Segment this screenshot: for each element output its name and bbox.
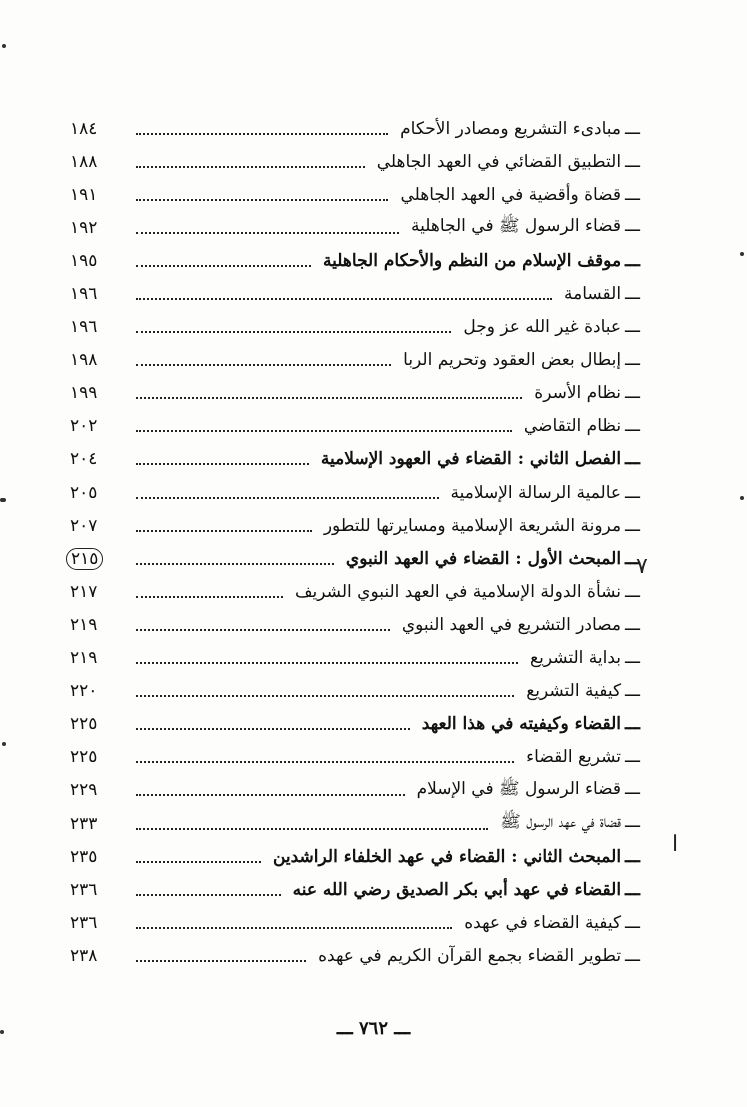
toc-entry-dash: ـــ <box>625 812 640 833</box>
toc-entry-page <box>70 714 130 734</box>
toc-entry-title <box>524 648 640 668</box>
toc-entry-title <box>458 913 640 933</box>
toc-entry <box>70 443 640 476</box>
toc-entry-page-number: ٢٠٤ <box>70 449 98 470</box>
toc-entry-page <box>70 119 130 139</box>
toc-entry-text: القضاء وكيفيته في هذا العهد <box>421 714 622 735</box>
toc-entry-page <box>70 383 130 403</box>
toc-entry-dash: ـــ <box>625 846 640 867</box>
toc-entry-title <box>289 582 640 602</box>
toc-entry-page <box>70 284 130 304</box>
toc-entry-page-number: ٢٠٥ <box>70 482 98 503</box>
toc-entry <box>70 774 640 807</box>
toc-entry-page-number: ٢٠٢ <box>70 416 98 437</box>
toc-leader-dots <box>136 430 512 432</box>
toc-entry-title <box>520 681 640 701</box>
toc-entry-dash: ـــ <box>625 350 640 371</box>
toc-entry-page-number: ١٨٤ <box>70 118 98 139</box>
toc-entry <box>70 906 640 939</box>
toc-entry-text: مبادىء التشريع ومصادر الأحكام <box>400 118 622 139</box>
toc-entry-text: مصادر التشريع في العهد النبوي <box>401 614 622 635</box>
toc-entry-title <box>318 516 640 536</box>
toc-leader-dots <box>136 728 410 730</box>
toc-entry-dash: ـــ <box>625 581 640 602</box>
toc-leader-dots <box>136 530 312 532</box>
toc-entry-title <box>520 747 640 767</box>
edge-mark <box>740 252 744 256</box>
toc-entry-dash: ـــ <box>625 151 640 172</box>
toc-entry-page-number: ٢٣٥ <box>70 846 98 867</box>
toc-entry-dash: ـــ <box>625 548 640 569</box>
toc-entry-text: القضاء في عهد أبي بكر الصديق رضي الله عنه <box>292 879 622 900</box>
toc-entry <box>70 642 640 675</box>
toc-entry-page <box>70 449 130 469</box>
toc-entry-page <box>70 152 130 172</box>
toc-entry-page-number: ١٩٥ <box>70 250 98 271</box>
toc-entry-page <box>70 648 130 668</box>
toc-entry-title <box>287 880 640 900</box>
toc-entry-title <box>267 847 640 867</box>
toc-entry <box>70 377 640 410</box>
toc-entry-text: عبادة غير الله عز وجل <box>463 317 622 338</box>
margin-annotation-right: ا <box>672 832 679 857</box>
toc-entry-text: كيفية القضاء في عهده <box>464 912 622 933</box>
toc-entry <box>70 311 640 344</box>
toc-entry-title <box>397 350 640 370</box>
toc-entry-text: مرونة الشريعة الإسلامية ومسايرتها للتطور <box>323 515 622 536</box>
toc-entry-page <box>70 350 130 370</box>
toc-leader-dots <box>136 364 391 366</box>
toc-entry-title <box>394 119 640 139</box>
toc-entry-page-number: ٢٣٨ <box>70 945 98 966</box>
toc-entry <box>70 807 640 840</box>
toc-entry-title <box>457 317 640 337</box>
toc-entry-page <box>70 913 130 933</box>
toc-entry-title <box>340 549 640 569</box>
toc-entry <box>70 708 640 741</box>
toc-entry-page-number: ٢١٧ <box>70 581 98 602</box>
toc-leader-dots <box>136 629 390 631</box>
toc-entry-text: القسامة <box>563 284 622 305</box>
margin-annotation-left: ٧ <box>636 554 648 579</box>
toc-leader-dots <box>136 563 334 565</box>
toc-entry-dash: ـــ <box>625 317 640 338</box>
toc-entry-page <box>70 185 130 205</box>
toc-entry-dash: ـــ <box>625 681 640 702</box>
toc-leader-dots <box>136 794 405 796</box>
toc-entry <box>70 112 640 145</box>
toc-entry-title <box>396 615 640 635</box>
toc-leader-dots <box>136 596 283 598</box>
toc-entry <box>70 476 640 509</box>
toc-leader-dots <box>136 861 261 863</box>
toc-entry <box>70 244 640 277</box>
toc-entry <box>70 410 640 443</box>
toc-entry-dash: ـــ <box>625 614 640 635</box>
toc-entry <box>70 178 640 211</box>
toc-entry <box>70 575 640 608</box>
toc-entry-title <box>411 778 640 803</box>
toc-entry <box>70 145 640 178</box>
toc-entry-page-number: ٢٣٦ <box>70 912 98 933</box>
edge-mark <box>0 498 6 502</box>
toc-entry-title <box>371 152 640 172</box>
toc-entry <box>70 608 640 641</box>
toc-leader-dots <box>136 166 365 168</box>
toc-entry-dash: ـــ <box>625 912 640 933</box>
toc-entry-page-number: ٢٢٩ <box>70 780 98 801</box>
toc-entry-dash: ـــ <box>625 250 640 271</box>
toc-entry <box>70 741 640 774</box>
toc-entry-page-number: ٢١٥ <box>66 548 103 570</box>
toc-leader-dots <box>136 497 439 499</box>
toc-entry <box>70 509 640 542</box>
toc-entry-page <box>70 549 130 569</box>
edge-mark <box>2 44 6 48</box>
toc-leader-dots <box>136 133 388 135</box>
toc-entry-dash: ـــ <box>625 515 640 536</box>
toc-entry-page-number: ٢٢٥ <box>70 747 98 768</box>
toc-entry-page <box>70 814 130 834</box>
toc-leader-dots <box>136 960 306 962</box>
toc-leader-dots <box>136 298 552 300</box>
toc-leader-dots <box>136 463 309 465</box>
toc-entry-title <box>394 185 640 205</box>
toc-entry-text: بداية التشريع <box>530 648 622 669</box>
toc-entry <box>70 873 640 906</box>
toc-entry-dash: ـــ <box>625 184 640 205</box>
toc-leader-dots <box>136 232 399 234</box>
toc-entry-text: إبطال بعض العقود وتحريم الربا <box>403 350 622 371</box>
toc-entry-title <box>405 215 640 240</box>
toc-entry-page-number: ١٩٢ <box>70 217 98 238</box>
toc-entry-text: قضاء الرسول ﷺ في الإسلام <box>416 778 622 799</box>
toc-entry-dash: ـــ <box>625 416 640 437</box>
toc-entry-page <box>70 516 130 536</box>
toc-entry-page-number: ١٩٦ <box>70 284 98 305</box>
toc-entry-page-number: ٢٣٣ <box>70 813 98 834</box>
edge-mark <box>2 742 6 746</box>
toc-entry <box>70 939 640 972</box>
toc-entry-page-number: ١٩٩ <box>70 383 98 404</box>
toc-entry-page <box>70 218 130 238</box>
toc-entry-page-number: ١٩٦ <box>70 317 98 338</box>
toc-entry-text: الفصل الثاني : القضاء في العهود الإسلامية <box>320 449 622 470</box>
edge-mark <box>0 1030 4 1034</box>
toc-entry-text: نشأة الدولة الإسلامية في العهد النبوي الشريف <box>294 581 622 602</box>
toc-entry-page <box>70 681 130 701</box>
toc-entry-page <box>70 780 130 800</box>
toc-entry-dash: ـــ <box>625 648 640 669</box>
toc-entry-title <box>445 483 641 503</box>
toc-entry-text: قضاة في عهد الرسول ﷺ <box>500 812 622 833</box>
toc-leader-dots <box>136 828 488 830</box>
toc-entry-page <box>70 483 130 503</box>
toc-entry-page <box>70 747 130 767</box>
toc-entry-page <box>70 317 130 337</box>
toc-entry-text: نظام الأسرة <box>534 383 622 404</box>
toc-entry-text: قضاء الرسول ﷺ في الجاهلية <box>411 216 622 237</box>
toc-leader-dots <box>136 331 451 333</box>
toc-entry-text: تشريع القضاء <box>526 747 622 768</box>
toc-entry-page-number: ٢٣٦ <box>70 879 98 900</box>
toc-entry-page <box>70 582 130 602</box>
toc-entry-dash: ـــ <box>625 879 640 900</box>
toc-entry <box>70 277 640 310</box>
toc-entry <box>70 211 640 244</box>
toc-entry-text: التطبيق القضائي في العهد الجاهلي <box>376 151 622 172</box>
edge-mark <box>740 496 744 500</box>
toc-entry-dash: ـــ <box>625 118 640 139</box>
toc-entry-dash: ـــ <box>625 216 640 237</box>
toc-entry-text: عالمية الرسالة الإسلامية <box>450 482 622 503</box>
toc-leader-dots <box>136 894 281 896</box>
toc-leader-dots <box>136 927 452 929</box>
toc-entry-text: المبحث الأول : القضاء في العهد النبوي <box>345 548 622 569</box>
toc-leader-dots <box>136 397 522 399</box>
toc-entry-dash: ـــ <box>625 714 640 735</box>
toc-entry-dash: ـــ <box>625 383 640 404</box>
toc-entry-dash: ـــ <box>625 747 640 768</box>
toc-entry-text: تطوير القضاء بجمع القرآن الكريم في عهده <box>318 945 622 966</box>
toc-entry-title <box>312 946 640 966</box>
toc-leader-dots <box>136 695 514 697</box>
toc-entry <box>70 675 640 708</box>
toc-entry-dash: ـــ <box>625 449 640 470</box>
toc-entry-text: نظام التقاضي <box>523 416 622 437</box>
toc-entry-page <box>70 880 130 900</box>
table-of-contents <box>70 112 640 972</box>
toc-entry-page <box>70 946 130 966</box>
toc-leader-dots <box>136 199 388 201</box>
toc-entry <box>70 542 640 575</box>
toc-entry-title <box>528 383 640 403</box>
toc-entry-page-number: ٢١٩ <box>70 614 98 635</box>
toc-entry-title <box>315 449 640 469</box>
page-number: ـــ ٧٦٢ ـــ <box>336 1018 411 1039</box>
toc-entry-page-number: ١٩٨ <box>70 350 98 371</box>
toc-entry <box>70 840 640 873</box>
toc-entry-dash: ـــ <box>625 284 640 305</box>
toc-leader-dots <box>136 761 514 763</box>
toc-entry-title <box>494 811 640 836</box>
toc-entry-text: كيفية التشريع <box>526 681 622 702</box>
toc-entry-page-number: ١٩١ <box>70 184 98 205</box>
toc-entry-text: قضاة وأقضية في العهد الجاهلي <box>400 184 622 205</box>
toc-entry-page <box>70 615 130 635</box>
toc-entry-dash: ـــ <box>625 482 640 503</box>
toc-entry-page-number: ٢٢٥ <box>70 714 98 735</box>
toc-entry-page-number: ٢٠٧ <box>70 515 98 536</box>
toc-entry-text: المبحث الثاني : القضاء في عهد الخلفاء الراشدين <box>272 846 622 867</box>
toc-entry-title <box>416 714 640 734</box>
toc-entry-dash: ـــ <box>625 778 640 799</box>
toc-leader-dots <box>136 662 518 664</box>
toc-leader-dots <box>136 265 311 267</box>
toc-entry-page-number: ٢٢٠ <box>70 681 98 702</box>
toc-entry-dash: ـــ <box>625 945 640 966</box>
toc-entry-page <box>70 251 130 271</box>
toc-entry-title <box>518 416 640 436</box>
toc-entry-title <box>317 251 640 271</box>
toc-entry-text: موقف الإسلام من النظم والأحكام الجاهلية <box>323 250 622 271</box>
toc-entry-page <box>70 416 130 436</box>
toc-entry-page-number: ١٨٨ <box>70 151 98 172</box>
toc-entry-title <box>558 284 640 304</box>
toc-entry <box>70 344 640 377</box>
toc-entry-page-number: ٢١٩ <box>70 648 98 669</box>
toc-entry-page <box>70 847 130 867</box>
